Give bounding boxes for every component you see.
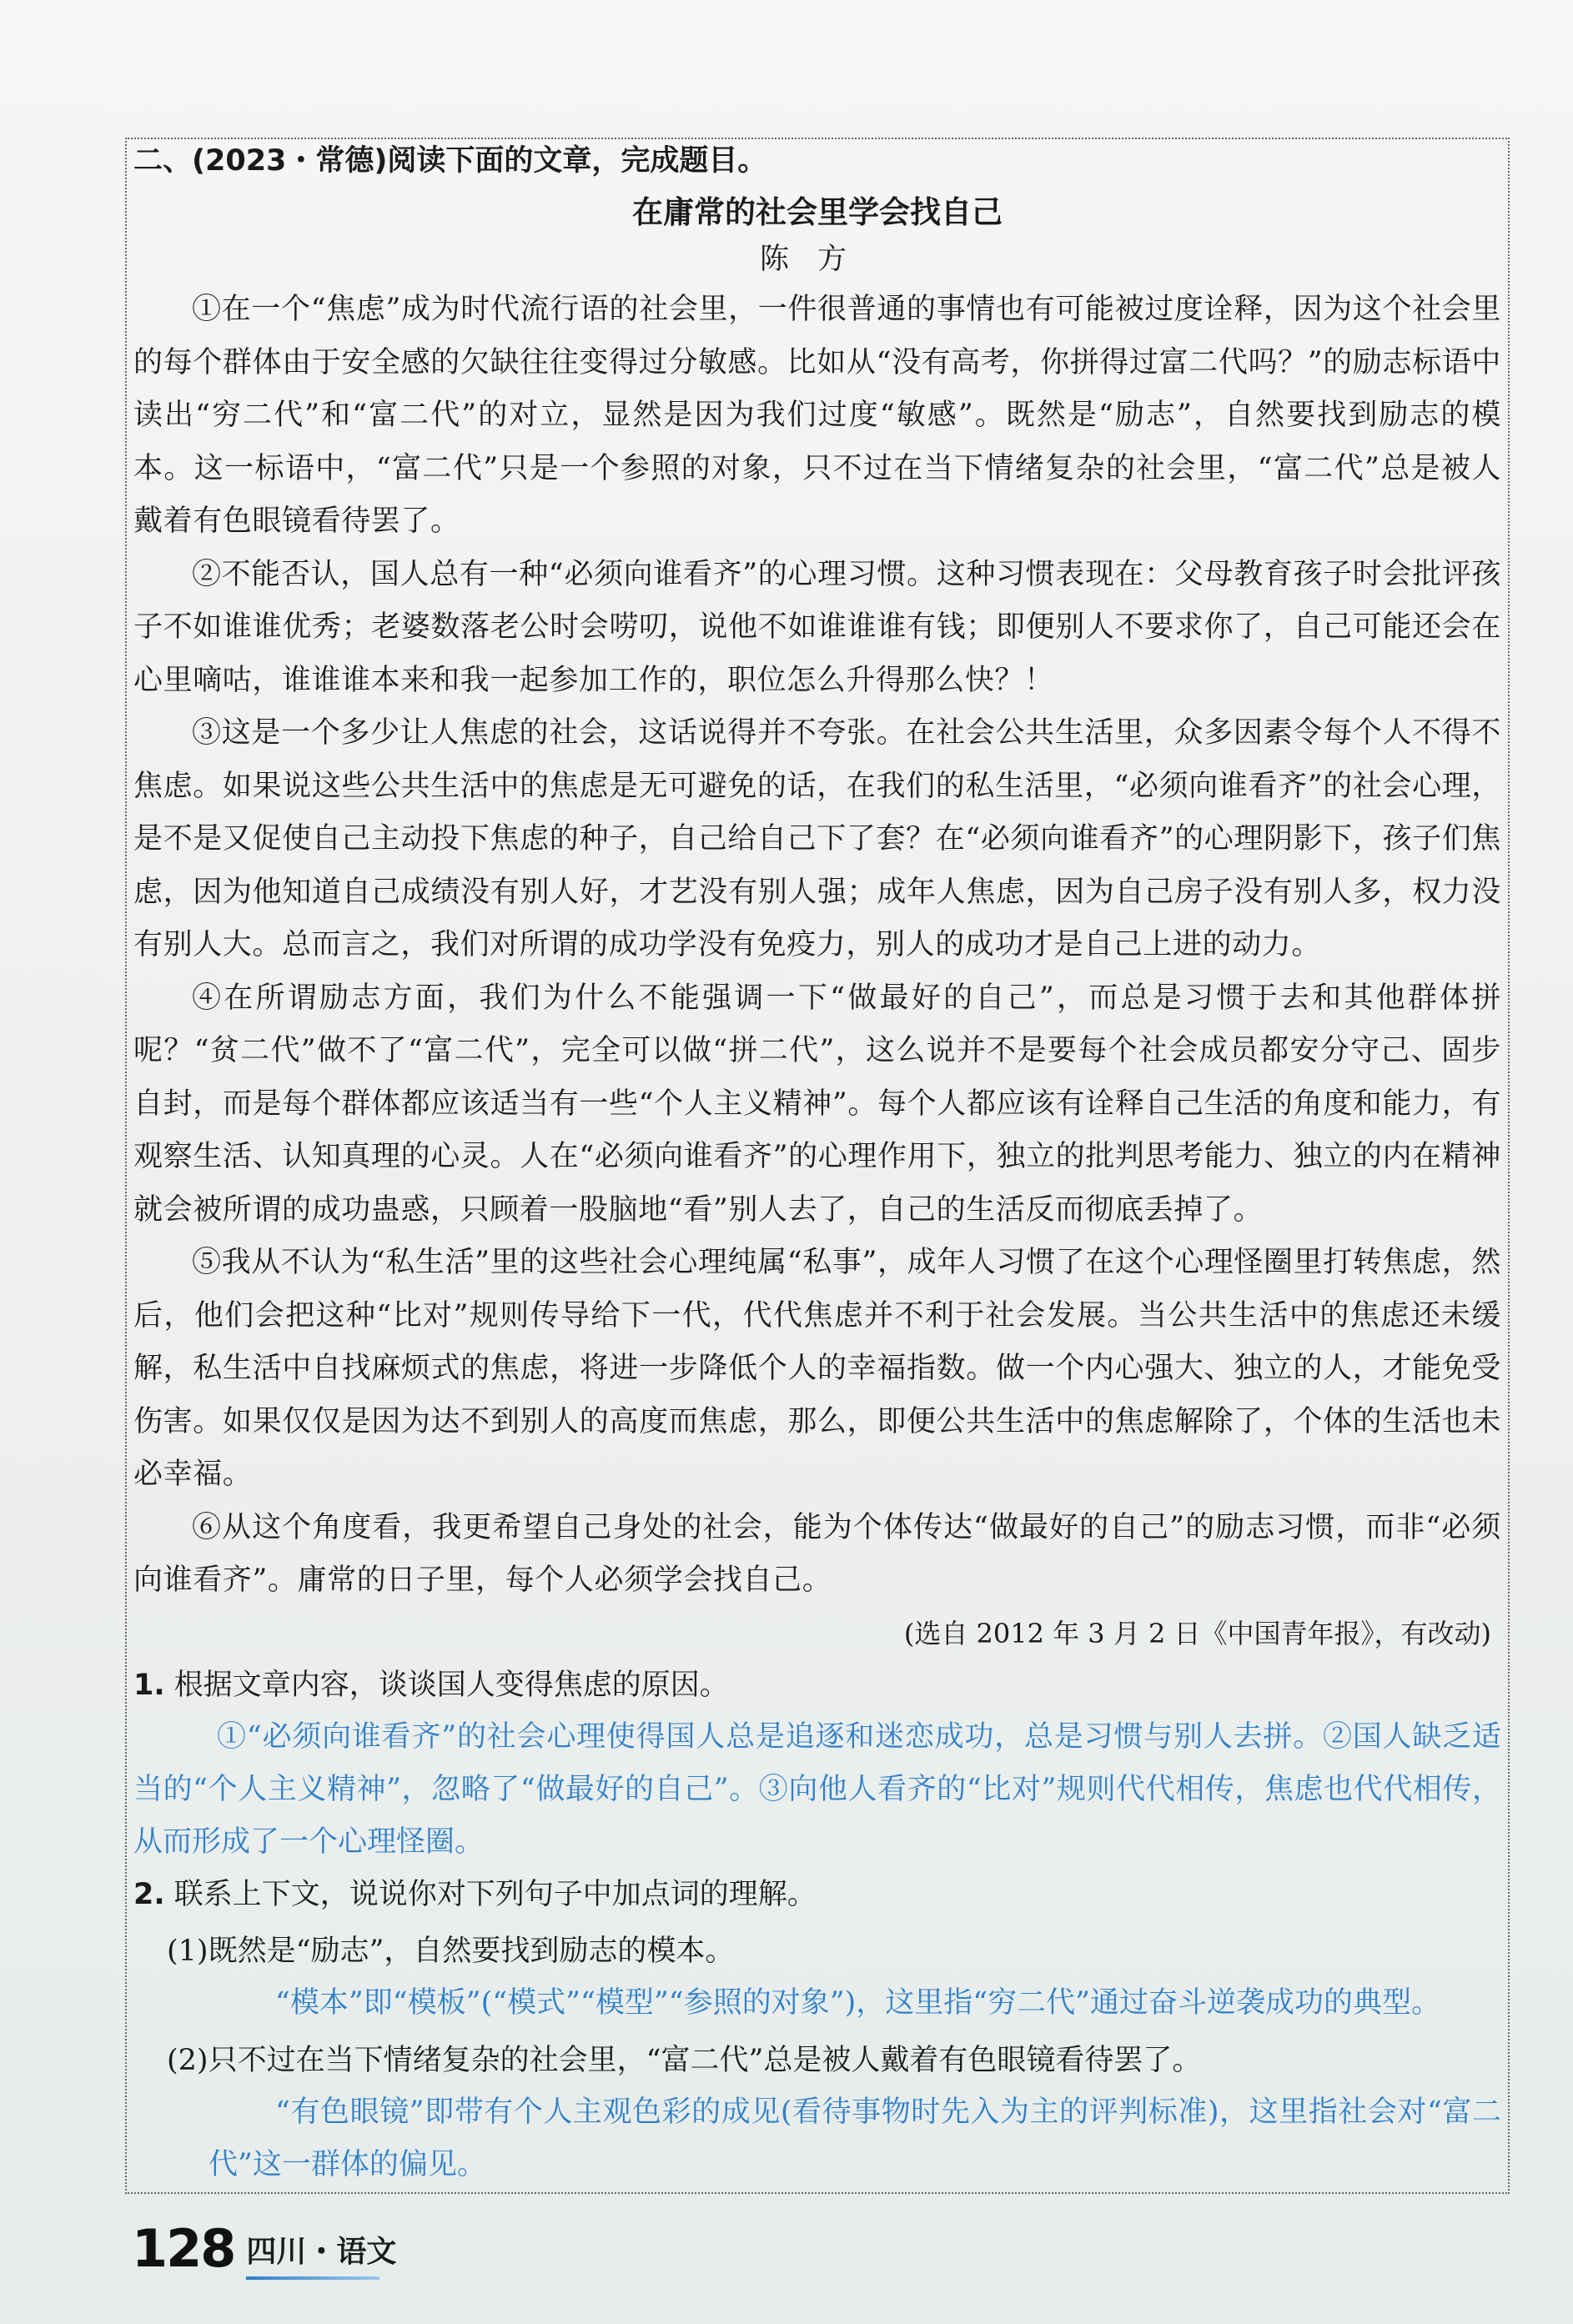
article-author: 陈方 — [759, 243, 875, 276]
paragraph-6: ⑥从这个角度看，我更希望自己身处的社会，能为个体传达“做最好的自己”的励志习惯，而非“必须向谁看齐”。庸常的日子里，每个人必须学会找自己。 — [133, 1510, 1501, 1597]
page-number: 128 — [132, 2218, 235, 2279]
question-1-answer: ①“必须向谁看齐”的社会心理使得国人总是追逐和迷恋成功，总是习惯与别人去拼。②国人缺乏适当的“个人主义精神”，忽略了“做最好的自己”。③向他人看齐的“比对”规则代代相传，焦虑也代代相传，从而形成了一个心理怪圈。 — [133, 1719, 1501, 1859]
question-1 — [133, 1659, 1501, 1711]
page-footer — [132, 2211, 396, 2278]
article-source: (选自 2012 年 3 月 2 日《中国青年报》，有改动) — [903, 1617, 1491, 1649]
question-2-text: 联系上下文，说说你对下列句子中加点词的理解。 — [173, 1877, 817, 1911]
question-2-sub-2: (2)只不过在当下情绪复杂的社会里，“富二代”总是被人戴着有色眼镜看待罢了。 — [167, 2043, 1202, 2077]
footer-label-text: 四川・语文 — [246, 2235, 397, 2269]
paragraph-5: ⑤我从不认为“私生活”里的这些社会心理纯属“私事”，成年人习惯了在这个心理怪圈里打转焦虑，然后，他们会把这种“比对”规则传导给下一代，代代焦虑并不利于社会发展。当公共生活中的焦虑还未缓解，私生活中自找麻烦式的焦虑，将进一步降低个人的幸福指数。做一个内心强大、独立的人，才能免受伤害。如果仅仅是因为达不到别人的高度而焦虑，那么，即便公共生活中的焦虑解除了，个体的生活也未必幸福。 — [133, 1246, 1501, 1491]
question-2-number: 2. — [133, 1877, 165, 1911]
question-1-text: 根据文章内容，谈谈国人变得焦虑的原因。 — [173, 1668, 729, 1702]
content-area — [133, 140, 1501, 2191]
footer-label — [246, 2231, 396, 2273]
question-2-sub-1: (1)既然是“励志”，自然要找到励志的模本。 — [167, 1934, 735, 1968]
article-title: 在庸常的社会里学会找自己 — [632, 194, 1003, 230]
paragraph-1: ①在一个“焦虑”成为时代流行语的社会里，一件很普通的事情也有可能被过度诠释，因为这个社会里的每个群体由于安全感的欠缺往往变得过分敏感。比如从“没有高考，你拼得过富二代吗？”的励志标语中读出“穷二代”和“富二代”的对立，显然是因为我们过度“敏感”。既然是“励志”，自然要找到励志的模本。这一标语中，“富二代”只是一个参照的对象，只不过在当下情绪复杂的社会里，“富二代”总是被人戴着有色眼镜看待罢了。 — [133, 293, 1501, 538]
footer-underline — [246, 2276, 379, 2280]
section-heading: 二、(2023・常德)阅读下面的文章，完成题目。 — [133, 144, 767, 178]
question-2-sub-2-answer: “有色眼镜”即带有个人主观色彩的成见(看待事物时先入为主的评判标准)，这里指社会对“富二代”这一群体的偏见。 — [209, 2095, 1501, 2181]
paragraph-2: ②不能否认，国人总有一种“必须向谁看齐”的心理习惯。这种习惯表现在：父母教育孩子时会批评孩子不如谁谁优秀；老婆数落老公时会唠叨，说他不如谁谁谁有钱；即便别人不要求你了，自己可能还会在心里嘀咕，谁谁谁本来和我一起参加工作的，职位怎么升得那么快？！ — [133, 557, 1501, 697]
paragraph-4: ④在所谓励志方面，我们为什么不能强调一下“做最好的自己”，而总是习惯于去和其他群体拼呢？“贫二代”做不了“富二代”，完全可以做“拼二代”，这么说并不是要每个社会成员都安分守己、固步自封，而是每个群体都应该适当有一些“个人主义精神”。每个人都应该有诠释自己生活的角度和能力，有观察生活、认知真理的心灵。人在“必须向谁看齐”的心理作用下，独立的批判思考能力、独立的内在精神就会被所谓的成功蛊惑，只顾着一股脑地“看”别人去了，自己的生活反而彻底丢掉了。 — [133, 981, 1501, 1227]
paragraph-3: ③这是一个多少让人焦虑的社会，这话说得并不夸张。在社会公共生活里，众多因素令每个人不得不焦虑。如果说这些公共生活中的焦虑是无可避免的话，在我们的私生活里，“必须向谁看齐”的社会心理，是不是又促使自己主动投下焦虑的种子，自己给自己下了套？在“必须向谁看齐”的心理阴影下，孩子们焦虑，因为他知道自己成绩没有别人好，才艺没有别人强；成年人焦虑，因为自己房子没有别人多，权力没有别人大。总而言之，我们对所谓的成功学没有免疫力，别人的成功才是自己上进的动力。 — [133, 716, 1501, 961]
question-1-number: 1. — [133, 1668, 165, 1702]
question-2-sub-1-answer: “模本”即“模板”(“模式”“模型”“参照的对象”)，这里指“穷二代”通过奋斗逆袭成功的典型。 — [275, 1985, 1441, 2020]
question-2 — [133, 1869, 1501, 1920]
